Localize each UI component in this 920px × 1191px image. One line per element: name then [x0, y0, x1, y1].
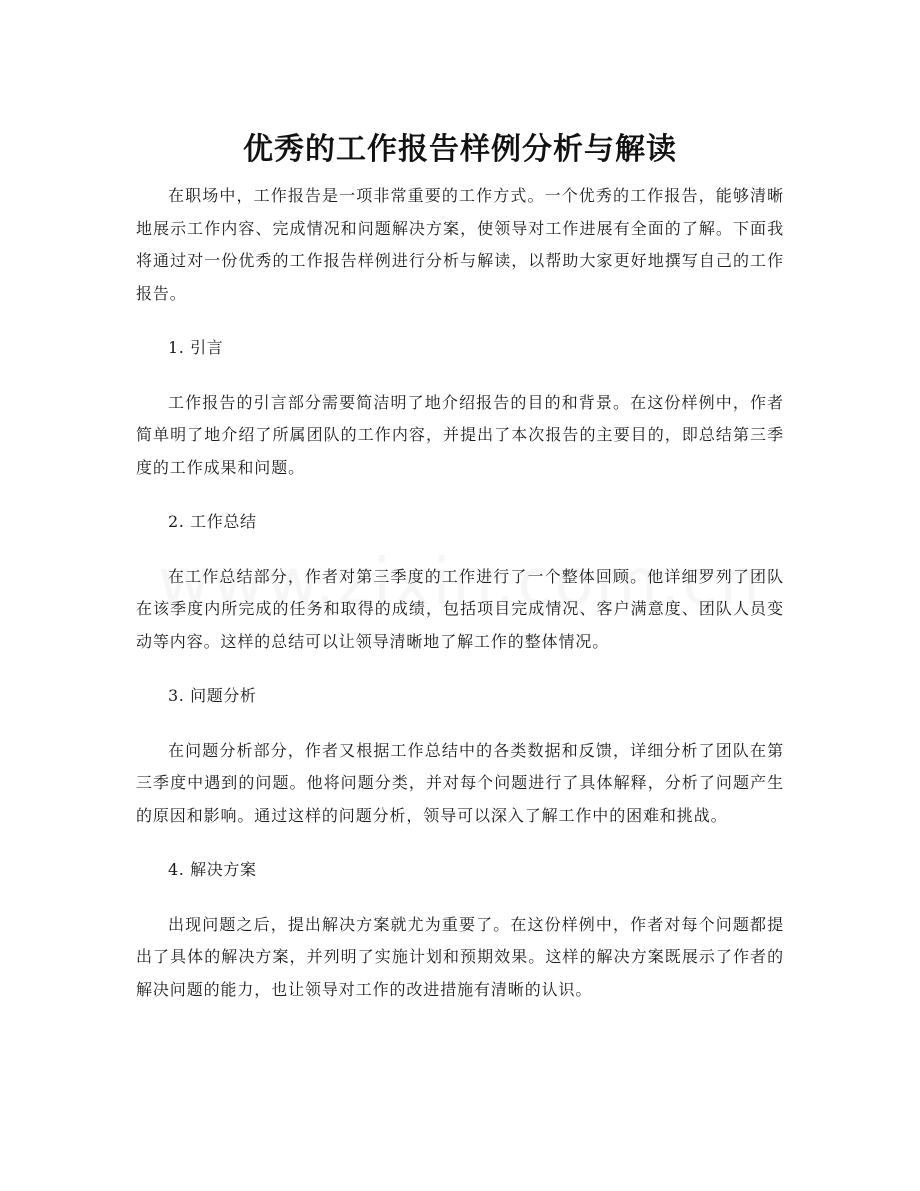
document-title: 优秀的工作报告样例分析与解读 [243, 132, 677, 168]
document-body [136, 180, 784, 1006]
section-heading-work-summary: 2. 工作总结 [168, 512, 257, 531]
section-heading-problem-analysis: 3. 问题分析 [168, 686, 257, 705]
section-body-introduction: 工作报告的引言部分需要简洁明了地介绍报告的目的和背景。在这份样例中，作者简单明了地介绍了所属团队的工作内容，并提出了本次报告的主要目的，即总结第三季度的工作成果和问题。 [136, 392, 784, 477]
intro-paragraph: 在职场中，工作报告是一项非常重要的工作方式。一个优秀的工作报告，能够清晰地展示工作内容、完成情况和问题解决方案，使领导对工作进展有全面的了解。下面我将通过对一份优秀的工作报告样例进行分析与解读，以帮助大家更好地撰写自己的工作报告。 [136, 186, 784, 303]
section-heading-solutions: 4. 解决方案 [168, 860, 257, 879]
section-body-work-summary: 在工作总结部分，作者对第三季度的工作进行了一个整体回顾。他详细罗列了团队在该季度内所完成的任务和取得的成绩，包括项目完成情况、客户满意度、团队人员变动等内容。这样的总结可以让领导清晰地了解工作的整体情况。 [136, 566, 784, 651]
section-body-problem-analysis: 在问题分析部分，作者又根据工作总结中的各类数据和反馈，详细分析了团队在第三季度中遇到的问题。他将问题分类，并对每个问题进行了具体解释，分析了问题产生的原因和影响。通过这样的问题分析，领导可以深入了解工作中的困难和挑战。 [136, 740, 784, 825]
section-heading-introduction: 1. 引言 [168, 338, 224, 357]
section-body-solutions: 出现问题之后，提出解决方案就尤为重要了。在这份样例中，作者对每个问题都提出了具体的解决方案，并列明了实施计划和预期效果。这样的解决方案既展示了作者的解决问题的能力，也让领导对工作的改进措施有清晰的认识。 [136, 914, 784, 999]
